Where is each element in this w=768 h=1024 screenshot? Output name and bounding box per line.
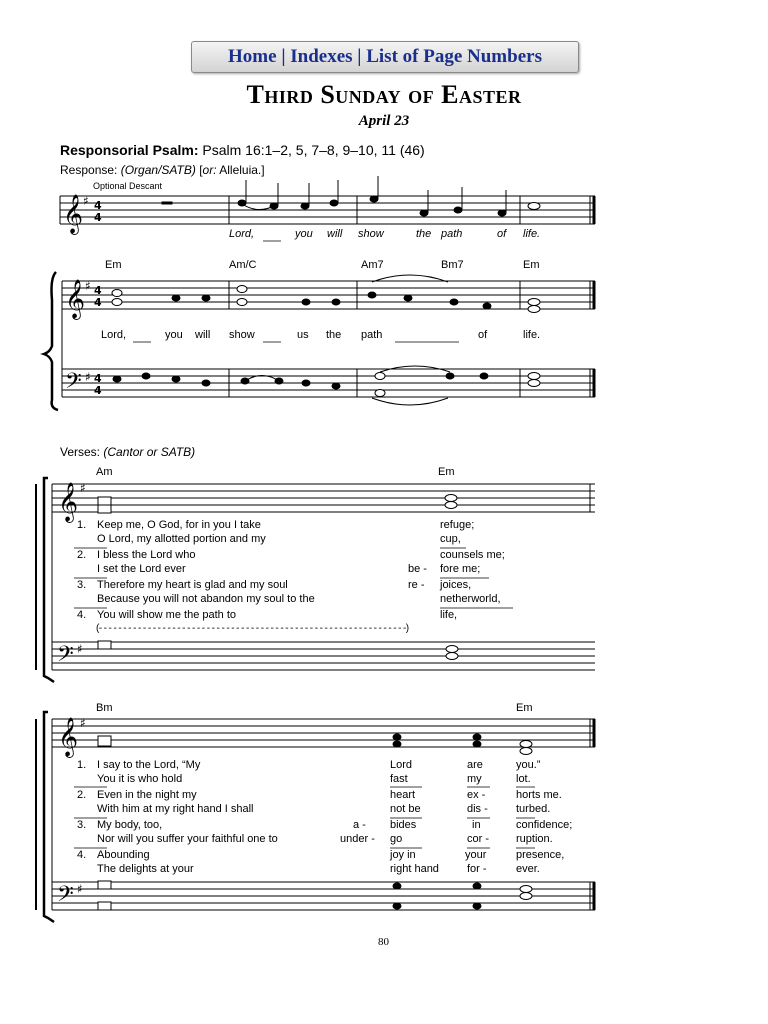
psalm-text: Psalm 16:1–2, 5, 7–8, 9–10, 11 (46) [202, 142, 425, 158]
descant-lyric: life. [523, 228, 541, 240]
svg-text:𝄞: 𝄞 [63, 194, 84, 234]
verse-word: horts me. [516, 789, 562, 801]
verse-text: Nor will you suffer your faithful one to [97, 833, 278, 845]
svg-text:𝄢: 𝄢 [57, 642, 74, 672]
verse-number: 4. [77, 609, 87, 621]
svg-text:𝄢: 𝄢 [65, 369, 82, 399]
chord-symbol: Am7 [361, 259, 384, 271]
descant-lyric: will [327, 228, 343, 240]
verse-number: 3. [77, 819, 87, 831]
svg-text:4: 4 [94, 372, 102, 385]
verse-word: joy in [390, 849, 416, 861]
verse-text: I say to the Lord, “My [97, 759, 201, 771]
verse-end-word: cup, [440, 533, 461, 545]
verse-word: are [467, 759, 483, 771]
verse-number: 3. [77, 579, 87, 591]
verse-word: you.” [516, 759, 541, 771]
response-lyric: life. [523, 329, 541, 341]
verse1-bass-staff [52, 642, 595, 670]
response-scoring: (Organ/SATB) [120, 163, 196, 177]
verse-end-word: joices, [440, 579, 472, 591]
chord-symbol: Bm7 [441, 259, 464, 271]
svg-text:♯: ♯ [83, 194, 89, 208]
verse-text: I set the Lord ever [97, 563, 186, 575]
verse-word: your [465, 849, 487, 861]
recitation-dashes: (- - - - - - - - - - - - - - - - - - - - - - - - - - - - - - - - - - - - - - - - - - - - - - - - - - - - - - - - - - - - - - -) [96, 623, 409, 634]
descant-lyric: path [441, 228, 463, 240]
verse-word: right hand [390, 863, 439, 875]
svg-text:4: 4 [94, 384, 102, 397]
verse-number: 4. [77, 849, 87, 861]
descant-lyric: the [416, 228, 432, 240]
verse-syllable: a - [353, 819, 366, 831]
verse-word: ex - [467, 789, 486, 801]
verse-word: for - [467, 863, 487, 875]
verses-scoring: (Cantor or SATB) [103, 445, 196, 459]
verse-word: ruption. [516, 833, 553, 845]
svg-text:4: 4 [94, 284, 102, 297]
verse-word: go [390, 833, 403, 845]
verse-number: 2. [77, 549, 87, 561]
svg-text:4: 4 [94, 199, 102, 212]
verses-label: Verses: [60, 445, 101, 459]
verse-text: Even in the night my [97, 789, 197, 801]
verse-word: in [472, 819, 481, 831]
chord-symbol: Am [96, 466, 113, 478]
psalm-label: Responsorial Psalm: [60, 142, 199, 158]
response-lyric: path [361, 329, 383, 341]
response-label: Response: [60, 163, 118, 177]
page-numbers-link[interactable]: List of Page Numbers [366, 46, 542, 67]
verse-word: confidence; [516, 819, 573, 831]
verses-heading [60, 445, 195, 459]
svg-text:♯: ♯ [80, 716, 86, 730]
page-title: Third Sunday of Easter [246, 80, 522, 109]
verse-word: ever. [516, 863, 540, 875]
descant-lyric: you [295, 228, 313, 240]
indexes-link[interactable]: Indexes [290, 46, 353, 67]
verse-word: my [467, 773, 482, 785]
chord-symbol: Am/C [229, 259, 257, 271]
verse-word: Lord [390, 759, 413, 771]
verse-word: presence, [516, 849, 565, 861]
verse-end-word: counsels me; [440, 549, 505, 561]
chord-symbol: Em [438, 466, 455, 478]
nav-separator: | [357, 46, 362, 67]
verse-word: turbed. [516, 803, 551, 815]
response-lyric: Lord, [101, 329, 127, 341]
verse-text: The delights at your [97, 863, 194, 875]
chord-symbol: Em [516, 702, 533, 714]
response-lyric: will [195, 329, 211, 341]
response-alt-bracket: [ [199, 163, 203, 177]
response-lyric: show [229, 329, 255, 341]
verse-word: fast [390, 773, 408, 785]
verse-text: Therefore my heart is glad and my soul [97, 579, 288, 591]
verse-text: Because you will not abandon my soul to the [97, 593, 315, 605]
verse-end-word: netherworld, [440, 593, 501, 605]
chord-symbol: Bm [96, 702, 113, 714]
descant-lyric: show [358, 228, 384, 240]
verse2-bass-staff [52, 882, 595, 910]
response-lyric: the [326, 329, 342, 341]
verse-text: I bless the Lord who [97, 549, 196, 561]
verse-word: cor - [467, 833, 489, 845]
response-lyric: us [297, 329, 309, 341]
home-link[interactable]: Home [228, 46, 277, 67]
verse-syllable: re - [408, 579, 425, 591]
svg-text:𝄞: 𝄞 [58, 482, 79, 522]
verse1-treble-staff [52, 484, 595, 512]
verse-word: heart [390, 789, 416, 801]
descant-label: Optional Descant [93, 181, 163, 191]
response-lyric: you [165, 329, 183, 341]
svg-text:𝄢: 𝄢 [57, 882, 74, 912]
svg-text:4: 4 [94, 211, 102, 224]
verse-word: not be [390, 803, 421, 815]
response-lyric: of [478, 329, 488, 341]
svg-text:♯: ♯ [77, 882, 83, 896]
verse-text: Keep me, O God, for in you I take [97, 519, 261, 531]
verse-text: You it is who hold [97, 773, 183, 785]
svg-text:𝄞: 𝄞 [65, 279, 86, 319]
verse-text: My body, too, [97, 819, 163, 831]
svg-text:♯: ♯ [77, 642, 83, 656]
verse-end-word: life, [440, 609, 458, 621]
svg-text:♯: ♯ [80, 481, 86, 495]
svg-text:4: 4 [94, 296, 102, 309]
svg-text:𝄞: 𝄞 [58, 717, 79, 757]
nav-separator: | [281, 46, 286, 67]
verse-number: 2. [77, 789, 87, 801]
organ-treble-staff [62, 281, 595, 309]
verse-syllable: be - [408, 563, 427, 575]
verse-number: 1. [77, 519, 87, 531]
organ-bass-staff [62, 369, 595, 397]
verse2-treble-staff [52, 719, 595, 747]
response-alt-text: Alleluia.] [219, 163, 265, 177]
descant-lyric: Lord, [229, 228, 255, 240]
verse-text: You will show me the path to [97, 609, 237, 621]
verse-syllable: under - [340, 833, 375, 845]
verse-text: Abounding [97, 849, 150, 861]
descant-staff [60, 196, 595, 224]
verse-number: 1. [77, 759, 87, 771]
page-number: 80 [378, 936, 389, 948]
verse-word: lot. [516, 773, 531, 785]
verse-text: With him at my right hand I shall [97, 803, 254, 815]
date: April 23 [358, 113, 410, 129]
chord-symbol: Em [523, 259, 540, 271]
response-alt-or: or: [202, 163, 217, 177]
svg-text:♯: ♯ [85, 279, 91, 293]
verse-end-word: refuge; [440, 519, 475, 531]
verse-word: bides [390, 819, 417, 831]
svg-text:♯: ♯ [85, 370, 91, 384]
verse-text: O Lord, my allotted portion and my [97, 533, 266, 545]
verse-end-word: fore me; [440, 563, 481, 575]
chord-symbol: Em [105, 259, 122, 271]
descant-lyric: of [497, 228, 507, 240]
verse-word: dis - [467, 803, 488, 815]
